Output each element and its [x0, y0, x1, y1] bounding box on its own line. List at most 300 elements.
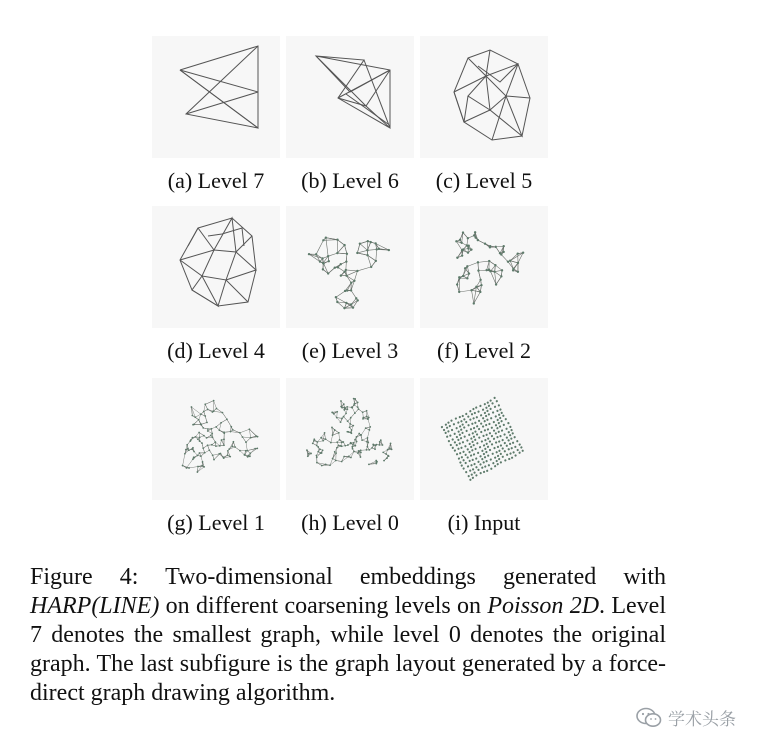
- graph-node: [208, 449, 210, 451]
- graph-node: [213, 459, 215, 461]
- graph-node: [337, 266, 339, 268]
- graph-node: [490, 417, 493, 420]
- graph-node: [469, 418, 472, 421]
- graph-node: [345, 302, 347, 304]
- graph-node: [492, 462, 495, 465]
- graph-node: [372, 444, 374, 446]
- graph-edge: [328, 253, 337, 256]
- graph-node: [455, 444, 458, 447]
- graph-node: [460, 420, 463, 423]
- graph-node: [361, 439, 363, 441]
- graph-node: [358, 450, 360, 452]
- graph-node: [474, 447, 477, 450]
- graph-node: [367, 240, 369, 242]
- graph-node: [476, 425, 479, 428]
- graph-node: [470, 473, 473, 476]
- graph-node: [458, 277, 460, 279]
- graph-node: [383, 460, 385, 462]
- graph-node: [356, 441, 358, 443]
- sub-caption-b: (b) Level 6: [301, 168, 399, 193]
- graph-edge: [360, 241, 368, 243]
- graph-node: [351, 429, 353, 431]
- graph-node: [461, 414, 464, 417]
- graph-node: [358, 433, 360, 435]
- graph-node: [341, 461, 343, 463]
- graph-edge: [214, 401, 217, 409]
- graph-node: [484, 465, 487, 468]
- graph-node: [227, 454, 229, 456]
- graph-node: [190, 439, 192, 441]
- graph-node: [487, 404, 490, 407]
- graph-node: [316, 462, 318, 464]
- graph-node: [215, 445, 217, 447]
- graph-node: [497, 404, 500, 407]
- graph-node: [239, 450, 241, 452]
- graph-node: [489, 399, 492, 402]
- graph-node: [472, 417, 475, 420]
- graph-node: [356, 270, 358, 272]
- graph-node: [467, 247, 469, 249]
- graph-node: [479, 446, 482, 449]
- graph-node: [351, 446, 353, 448]
- graph-edge: [472, 290, 474, 303]
- graph-node: [499, 444, 502, 447]
- graph-node: [475, 406, 478, 409]
- edge-a3: [186, 46, 258, 128]
- graph-node: [382, 451, 384, 453]
- graph-node: [505, 444, 508, 447]
- graph-node: [517, 252, 519, 254]
- graph-node: [246, 450, 248, 452]
- graph-node: [477, 261, 479, 263]
- graph-node: [511, 456, 514, 459]
- graph-node: [369, 241, 371, 243]
- graph-node: [480, 430, 483, 433]
- graph-node: [319, 448, 321, 450]
- graph-node: [350, 442, 352, 444]
- graph-node: [199, 452, 201, 454]
- graph-node: [334, 429, 336, 431]
- graph-node: [486, 469, 489, 472]
- graph-edge: [357, 253, 367, 255]
- graph-node: [366, 446, 368, 448]
- graph-node: [493, 447, 496, 450]
- graph-node: [229, 456, 231, 458]
- graph-node: [249, 428, 251, 430]
- graph-node: [462, 248, 464, 250]
- graph-node: [467, 475, 470, 478]
- graph-edge: [205, 401, 213, 405]
- graph-node: [366, 249, 368, 251]
- graph-node: [344, 445, 346, 447]
- graph-node: [485, 433, 488, 436]
- graph-node: [473, 234, 475, 236]
- graph-node: [476, 442, 479, 445]
- graph-node: [340, 445, 342, 447]
- graph-edge: [339, 433, 340, 440]
- graph-edge: [325, 433, 326, 439]
- graph-node: [469, 478, 472, 481]
- graph-node: [482, 408, 485, 411]
- graph-node: [340, 263, 342, 265]
- graph-node: [485, 415, 488, 418]
- graph-edge: [347, 271, 358, 276]
- graph-node: [492, 421, 495, 424]
- graph-node: [487, 413, 490, 416]
- graph-node: [207, 430, 209, 432]
- graph-node: [228, 448, 230, 450]
- graph-node: [511, 432, 514, 435]
- graph-node: [462, 459, 465, 462]
- graph-node: [354, 412, 356, 414]
- graph-node: [378, 248, 380, 250]
- graph-edge: [367, 430, 369, 438]
- graph-node: [479, 463, 482, 466]
- graph-edge: [183, 454, 185, 466]
- graph-edge: [510, 261, 518, 263]
- graph-node: [460, 437, 463, 440]
- graph-node: [341, 441, 343, 443]
- graph-node: [350, 417, 352, 419]
- graph-node: [341, 407, 343, 409]
- graph-node: [496, 436, 499, 439]
- graph-node: [479, 291, 481, 293]
- graph-node: [469, 410, 472, 413]
- graph-node: [498, 440, 501, 443]
- graph-node: [474, 236, 476, 238]
- graph-node: [349, 426, 351, 428]
- graph-input: [420, 378, 548, 500]
- graph-node: [324, 432, 326, 434]
- graph-node: [357, 406, 359, 408]
- graph-node: [466, 439, 469, 442]
- graph-node: [350, 457, 352, 459]
- graph-edge: [347, 276, 355, 281]
- graph-node: [374, 242, 376, 244]
- graph-node: [316, 445, 318, 447]
- graph-node: [465, 412, 468, 415]
- graph-node: [499, 417, 502, 420]
- graph-node: [336, 447, 338, 449]
- graph-edge: [189, 467, 198, 468]
- graph-node: [458, 291, 460, 293]
- graph-node: [357, 402, 359, 404]
- graph-node: [494, 415, 497, 418]
- sub-caption-d: (d) Level 4: [167, 338, 265, 363]
- graph-node: [221, 439, 223, 441]
- graph-node: [322, 449, 324, 451]
- graph-edge: [368, 419, 370, 427]
- graph-node: [486, 418, 489, 421]
- graph-edge: [478, 261, 489, 262]
- graph-node: [197, 466, 199, 468]
- graph-edge: [478, 240, 485, 244]
- graph-node: [452, 423, 455, 426]
- graph-node: [475, 474, 478, 477]
- graph-node: [359, 242, 361, 244]
- graph-node: [346, 289, 348, 291]
- graph-node: [500, 411, 503, 414]
- graph-node: [467, 424, 470, 427]
- graph-node: [214, 441, 216, 443]
- graph-node: [505, 427, 508, 430]
- graph-edge: [351, 290, 356, 298]
- graph-node: [488, 432, 491, 435]
- graph-node: [484, 456, 487, 459]
- graph-node: [242, 436, 244, 438]
- graph-node: [501, 455, 504, 458]
- graph-node: [472, 408, 475, 411]
- graph-node: [499, 461, 502, 464]
- graph-edge: [344, 417, 348, 422]
- graph-node: [358, 408, 360, 410]
- graph-node: [198, 432, 200, 434]
- graph-node: [329, 464, 331, 466]
- graph-node: [451, 446, 454, 449]
- graph-edge: [350, 418, 351, 424]
- caption-part2: on different coarsening levels on: [159, 593, 488, 619]
- graph-node: [485, 406, 488, 409]
- graph-node: [457, 430, 460, 433]
- graph-node: [216, 408, 218, 410]
- graph-node: [459, 461, 462, 464]
- graph-node: [343, 409, 345, 411]
- graph-node: [343, 416, 345, 418]
- graph-node: [460, 456, 463, 459]
- graph-node: [507, 422, 510, 425]
- graph-node: [342, 441, 344, 443]
- graph-node: [219, 445, 221, 447]
- caption-part3: . Level 7 denotes the smallest graph, while level 0 denotes the original graph. The last subfigure is the graph layout generated by a force-direct graph drawing algorithm.: [30, 593, 667, 706]
- graph-node: [343, 307, 345, 309]
- graph-node: [473, 453, 476, 456]
- graph-node: [210, 435, 212, 437]
- graph-edge: [357, 267, 371, 271]
- graph-edge: [349, 451, 354, 456]
- graph-node: [474, 231, 476, 233]
- graph-node: [503, 433, 506, 436]
- graph-node: [391, 448, 393, 450]
- graph-node: [468, 459, 471, 462]
- graph-node: [518, 451, 521, 454]
- graph-node: [457, 447, 460, 450]
- graph-node: [340, 274, 342, 276]
- graph-node: [330, 442, 332, 444]
- graph-node: [457, 457, 460, 460]
- graph-node: [356, 252, 358, 254]
- graph-node: [316, 456, 318, 458]
- graph-node: [480, 414, 483, 417]
- graph-edge: [495, 265, 502, 270]
- graph-node: [482, 425, 485, 428]
- graph-node: [376, 444, 378, 446]
- graph-node: [245, 450, 247, 452]
- graph-node: [483, 470, 486, 473]
- graph-node: [460, 428, 463, 431]
- graph-node: [350, 303, 352, 305]
- graph-node: [495, 460, 498, 463]
- graph-node: [498, 449, 501, 452]
- graph-node: [491, 452, 494, 455]
- graph-node: [458, 433, 461, 436]
- graph-node: [466, 277, 468, 279]
- graph-node: [257, 436, 259, 438]
- graph-node: [483, 411, 486, 414]
- graph-node: [457, 421, 460, 424]
- graph-node: [518, 443, 521, 446]
- graph-edge: [360, 244, 368, 251]
- graph-node: [463, 418, 466, 421]
- graph-node: [485, 269, 487, 271]
- graph-node: [486, 401, 489, 404]
- graph-node: [460, 464, 463, 467]
- graph-node: [461, 423, 464, 426]
- graph-node: [440, 426, 443, 429]
- graph-node: [196, 471, 198, 473]
- graph-node: [191, 406, 193, 408]
- graph-node: [493, 396, 496, 399]
- graph-node: [206, 422, 208, 424]
- graph-node: [249, 452, 251, 454]
- graph-node: [336, 441, 338, 443]
- sub-caption-h: (h) Level 0: [301, 510, 399, 535]
- graph-node: [487, 464, 490, 467]
- panel-e: [286, 206, 414, 328]
- graph-node: [188, 449, 190, 451]
- graph-node: [447, 430, 450, 433]
- graph-edge: [336, 460, 342, 461]
- graph-node: [498, 413, 501, 416]
- graph-node: [201, 442, 203, 444]
- graph-node: [462, 231, 464, 233]
- graph-node: [482, 434, 485, 437]
- graph-node: [467, 251, 469, 253]
- graph-node: [203, 466, 205, 468]
- graph-node: [350, 289, 352, 291]
- graph-node: [332, 458, 334, 460]
- graph-edge: [495, 272, 502, 277]
- graph-node: [335, 452, 337, 454]
- graph-node: [520, 446, 523, 449]
- graph-node: [483, 429, 486, 432]
- graph-edge: [345, 245, 347, 254]
- edge-a2: [180, 70, 258, 128]
- graph-edge: [337, 245, 344, 253]
- graph-node: [509, 452, 512, 455]
- graph-edge: [204, 404, 205, 411]
- graph-edge: [376, 249, 377, 260]
- graph-node: [366, 416, 368, 418]
- graph-node: [487, 454, 490, 457]
- graph-node: [477, 269, 479, 271]
- graph-node: [362, 418, 364, 420]
- graph-node: [509, 434, 512, 437]
- graph-edge: [235, 447, 240, 451]
- graph-node: [462, 467, 465, 470]
- graph-node: [340, 400, 342, 402]
- graph-node: [321, 257, 323, 259]
- graph-node: [500, 253, 502, 255]
- graph-node: [495, 283, 497, 285]
- edges: [183, 401, 258, 472]
- graph-node: [489, 458, 492, 461]
- graph-node: [192, 424, 194, 426]
- graph-node: [507, 448, 510, 451]
- graph-node: [473, 302, 475, 304]
- graph-node: [464, 453, 467, 456]
- graph-node: [490, 467, 493, 470]
- graph-edge: [367, 249, 376, 250]
- graph-edge: [361, 428, 366, 435]
- graph-node: [306, 449, 308, 451]
- graph-level-2: [420, 206, 548, 328]
- graph-node: [485, 424, 488, 427]
- graph-node: [473, 411, 476, 414]
- graph-node: [470, 248, 472, 250]
- graph-node: [368, 463, 370, 465]
- graph-node: [496, 409, 499, 412]
- watermark: [636, 705, 736, 730]
- graph-node: [477, 468, 480, 471]
- graph-node: [485, 460, 488, 463]
- graph-node: [353, 442, 355, 444]
- graph-node: [336, 417, 338, 419]
- graph-node: [446, 435, 449, 438]
- graph-node: [488, 422, 491, 425]
- graph-node: [335, 296, 337, 298]
- edge-a4: [180, 70, 258, 92]
- graph-edge: [246, 438, 251, 442]
- graph-node: [471, 432, 474, 435]
- graph-node: [322, 239, 324, 241]
- graph-node: [316, 455, 318, 457]
- graph-edge: [326, 238, 328, 257]
- graph-edge: [205, 416, 207, 422]
- graph-node: [346, 431, 348, 433]
- graph-node: [471, 449, 474, 452]
- graph-node: [459, 425, 462, 428]
- graph-edge: [357, 244, 360, 253]
- graph-node: [204, 452, 206, 454]
- sub-caption-c: (c) Level 5: [435, 168, 533, 193]
- graph-node: [461, 431, 464, 434]
- graph-node: [497, 422, 500, 425]
- graph-node: [465, 471, 468, 474]
- graph-node: [320, 452, 322, 454]
- graph-node: [480, 422, 483, 425]
- graph-edge: [352, 408, 355, 413]
- graph-node: [479, 279, 481, 281]
- graph-node: [307, 455, 309, 457]
- graph-node: [203, 435, 205, 437]
- graph-node: [186, 444, 188, 446]
- graph-node: [464, 445, 467, 448]
- graph-node: [188, 467, 190, 469]
- graph-node: [250, 437, 252, 439]
- graph-node: [344, 290, 346, 292]
- caption-part1: Figure 4: Two-dimensional embeddings generated with: [30, 564, 666, 590]
- graph-node: [194, 416, 196, 418]
- graph-node: [501, 447, 504, 450]
- graph-node: [308, 453, 310, 455]
- graph-node: [483, 420, 486, 423]
- graph-node: [517, 271, 519, 273]
- graph-node: [340, 421, 342, 423]
- graph-node: [508, 457, 511, 460]
- graph-node: [230, 431, 232, 433]
- graph-node: [336, 301, 338, 303]
- graph-edge: [331, 435, 333, 442]
